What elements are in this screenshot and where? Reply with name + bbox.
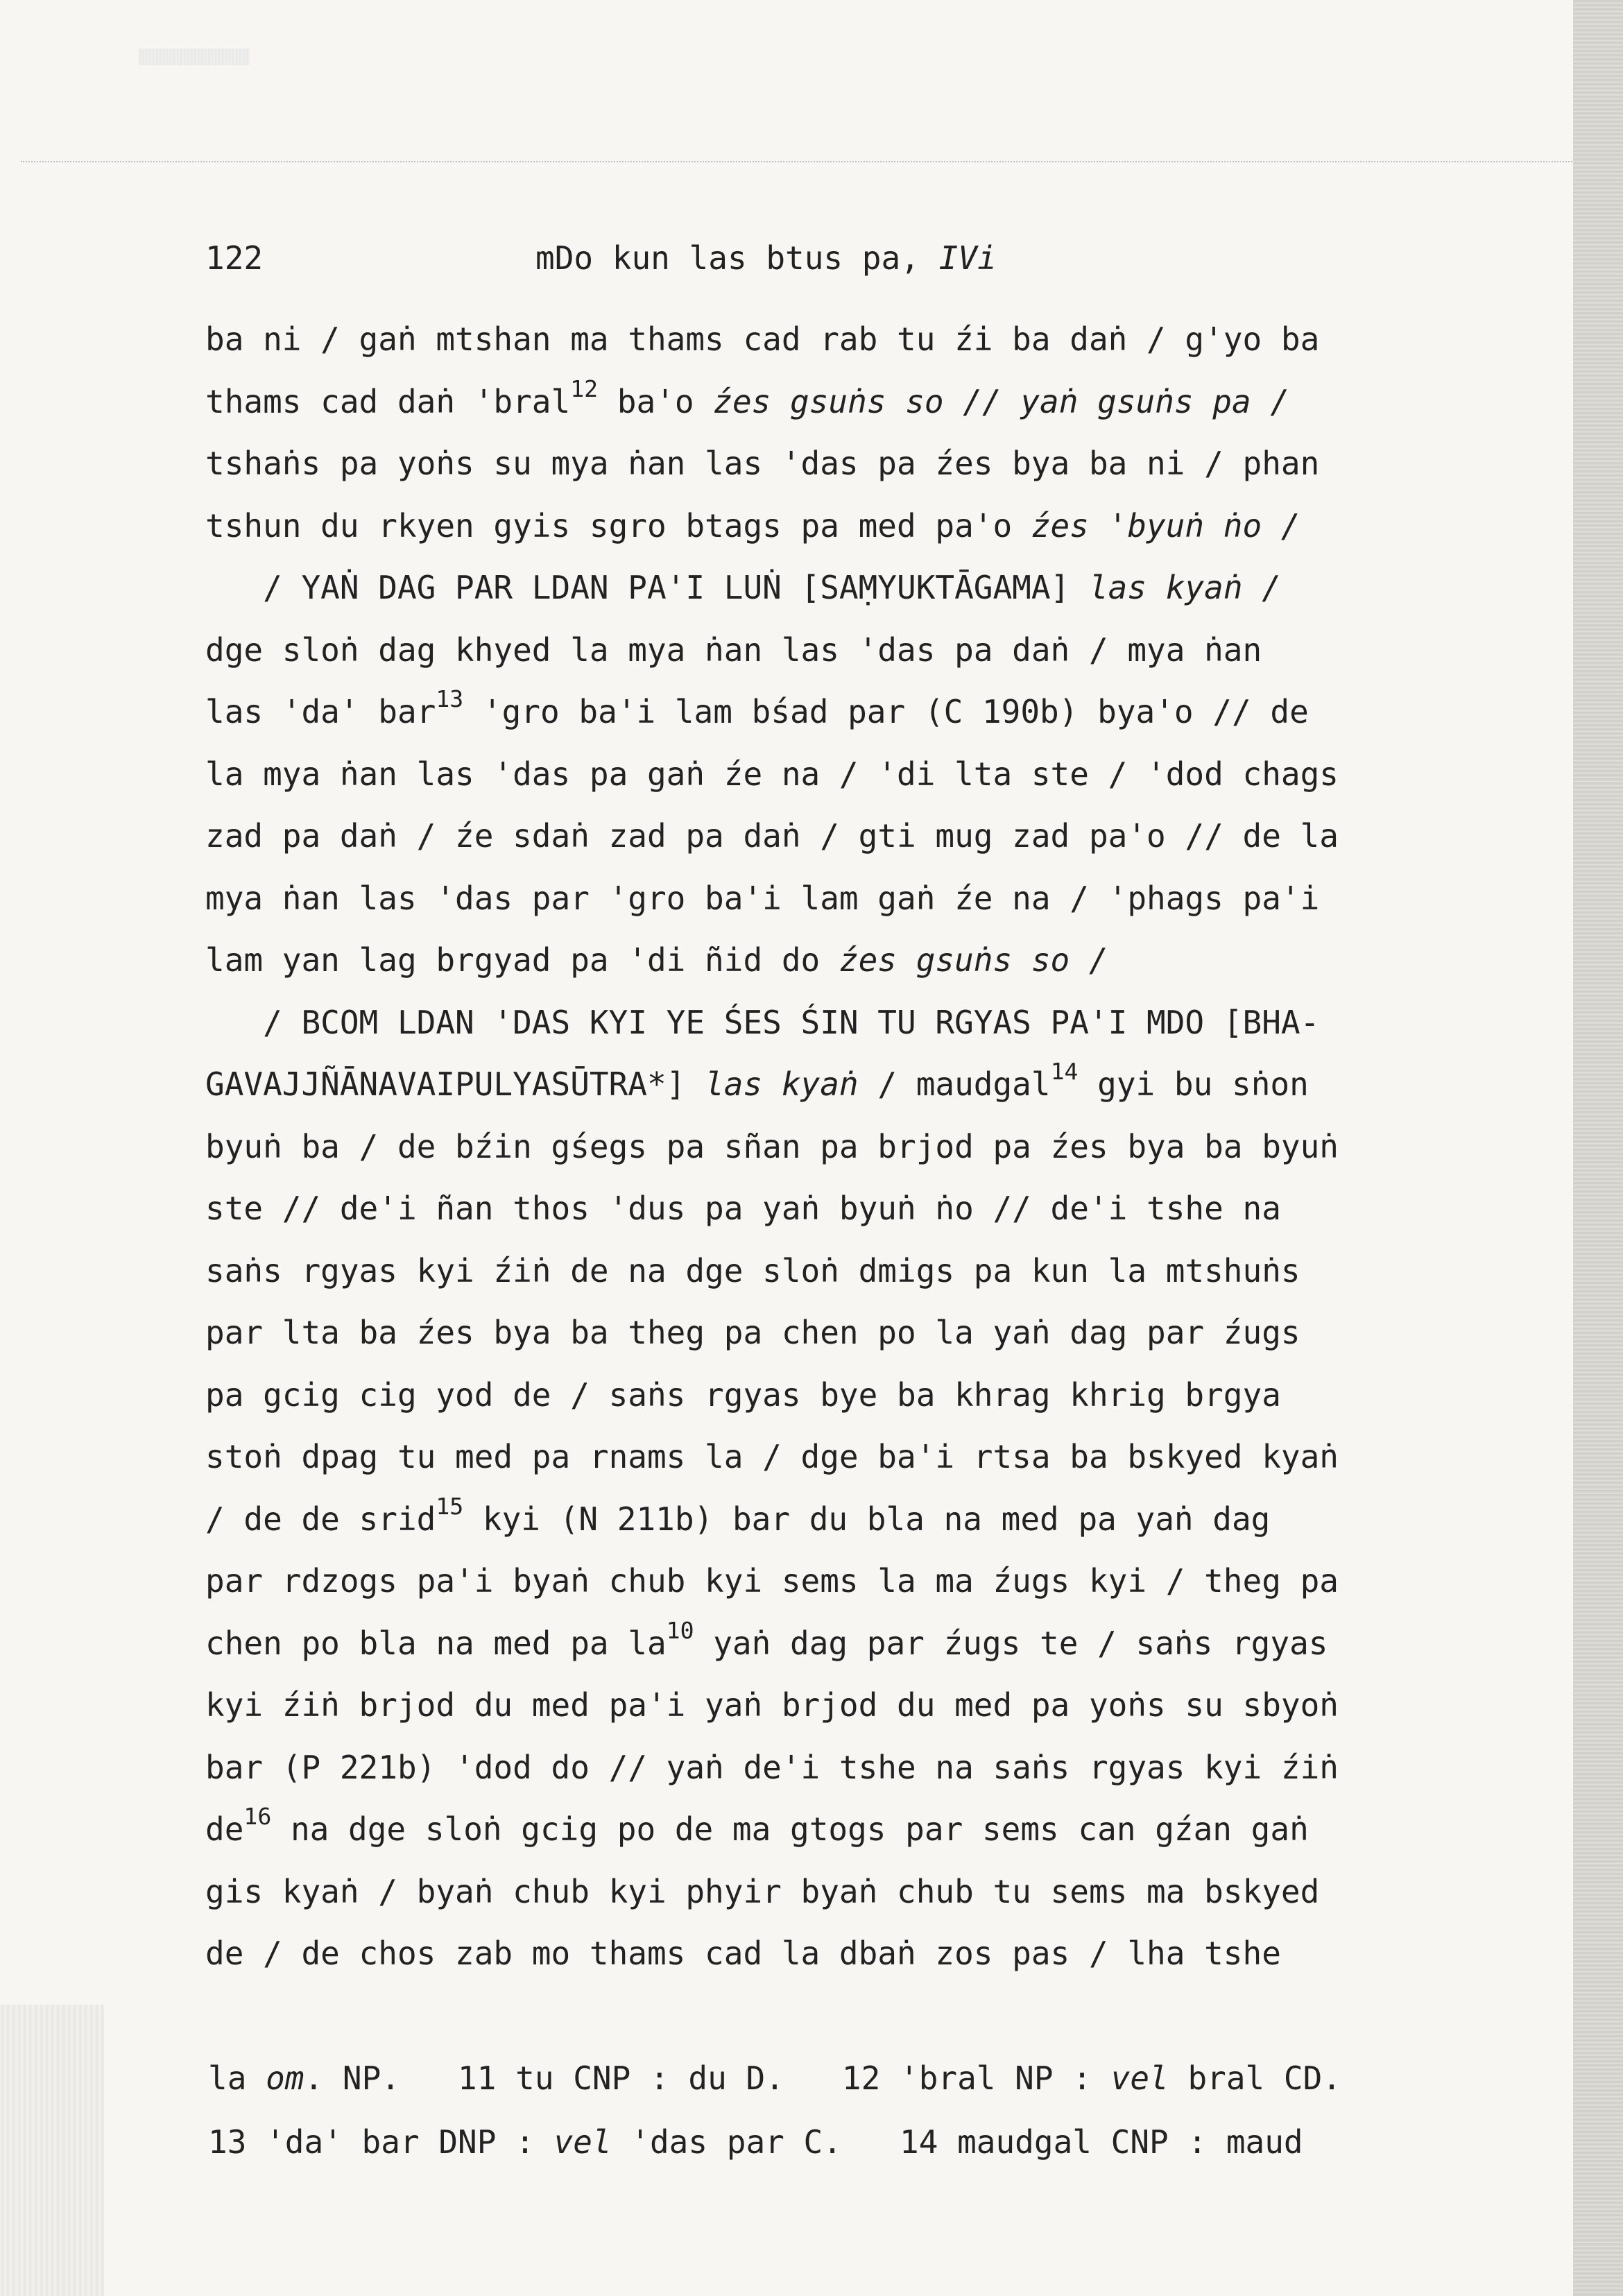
scan-artifact: [0, 2005, 104, 2296]
text-line: stoṅ dpag tu med pa rnams la / dge ba'i rtsa ba bskyed kyaṅ: [205, 1438, 1339, 1475]
text-line: kyi źiṅ brjod du med pa'i yaṅ brjod du med pa yoṅs su sbyoṅ: [205, 1686, 1339, 1724]
page-edge-shadow: [1573, 0, 1623, 2296]
text-line: de / de chos zab mo thams cad la dbaṅ zos pas / lha tshe: [205, 1935, 1281, 1972]
text-line: par rdzogs pa'i byaṅ chub kyi sems la ma źugs kyi / theg pa: [205, 1562, 1339, 1600]
footnote-line: la om. NP. 11 tu CNP : du D. 12 'bral NP : vel bral CD.: [208, 2059, 1341, 2097]
main-text: [205, 309, 1475, 1985]
footnote-line: 13 'da' bar DNP : vel 'das par C. 14 maudgal CNP : maud: [208, 2123, 1303, 2161]
text-line: ba ni / gaṅ mtshan ma thams cad rab tu źi ba daṅ / g'yo ba: [205, 320, 1320, 358]
text-line: / YAṄ DAG PAR LDAN PA'I LUṄ [SAṂYUKTĀGAMA] las kyaṅ /: [205, 569, 1281, 606]
scan-artifact: [139, 49, 250, 65]
text-line: saṅs rgyas kyi źiṅ de na dge sloṅ dmigs pa kun la mtshuṅs: [205, 1251, 1300, 1290]
text-line: zad pa daṅ / źe sdaṅ zad pa daṅ / gti mug zad pa'o // de la: [205, 817, 1339, 855]
text-line: la mya ṅan las 'das pa gaṅ źe na / 'di lta ste / 'dod chags: [205, 755, 1339, 793]
page-number: 122: [205, 239, 264, 277]
text-line: par lta ba źes bya ba theg pa chen po la yaṅ dag par źugs: [205, 1314, 1300, 1351]
text-line: mya ṅan las 'das par 'gro ba'i lam gaṅ źe na / 'phags pa'i: [205, 879, 1320, 917]
text-line: tshun du rkyen gyis sgro btags pa med pa'o źes 'byuṅ ṅo /: [205, 506, 1300, 545]
text-line: thams cad daṅ 'bral$^{12}$ ba'o źes gsuṅs so // yaṅ gsuṅs pa /: [205, 375, 1290, 420]
text-line: $de^{16}$ na dge sloṅ gcig po de ma gtogs par sems can gźan gaṅ: [205, 1802, 1309, 1848]
text-line: lam yan lag brgyad pa 'di ñid do źes gsuṅs so /: [205, 941, 1108, 979]
running-header: [205, 239, 1523, 281]
text-line: gis kyaṅ / byaṅ chub kyi phyir byaṅ chub tu sems ma bskyed: [205, 1872, 1320, 1910]
footnotes: [208, 2046, 1477, 2174]
scan-edge-rule: [21, 161, 1574, 162]
text-line: ste // de'i ñan thos 'dus pa yaṅ byuṅ ṅo // de'i tshe na: [205, 1190, 1281, 1227]
text-line: tshaṅs pa yoṅs su mya ṅan las 'das pa źes bya ba ni / phan: [205, 445, 1320, 482]
text-line: bar (P 221b) 'dod do // yaṅ de'i tshe na saṅs rgyas kyi źiṅ: [205, 1748, 1339, 1786]
text-line: pa gcig cig yod de / saṅs rgyas bye ba khrag khrig brgya: [205, 1376, 1281, 1414]
running-title-text: mDo kun las btus pa,: [535, 239, 939, 277]
text-line: GAVAJJÑĀNAVAIPULYASŪTRA*] las kyaṅ / maudgal$^{14}$ gyi bu sṅon: [205, 1057, 1309, 1103]
text-line: byuṅ ba / de bźin gśegs pa sñan pa brjod pa źes bya ba byuṅ: [205, 1127, 1339, 1165]
text-line: / de de srid$^{15}$ kyi (N 211b) bar du bla na med pa yaṅ dag: [205, 1492, 1271, 1538]
running-title-italic: IVi: [938, 239, 997, 277]
text-line: / BCOM LDAN 'DAS KYI YE ŚES ŚIN TU RGYAS PA'I MDO [BHA-: [205, 1003, 1320, 1041]
text-line: chen po bla na med pa $la^{10}$ yaṅ dag par źugs te / saṅs rgyas: [205, 1616, 1328, 1662]
running-title: [535, 239, 997, 277]
text-line: dge sloṅ dag khyed la mya ṅan las 'das pa daṅ / mya ṅan: [205, 631, 1262, 669]
text-line: las 'da' bar$^{13}$ 'gro ba'i lam bśad par (C 190b) bya'o // de: [205, 685, 1309, 730]
